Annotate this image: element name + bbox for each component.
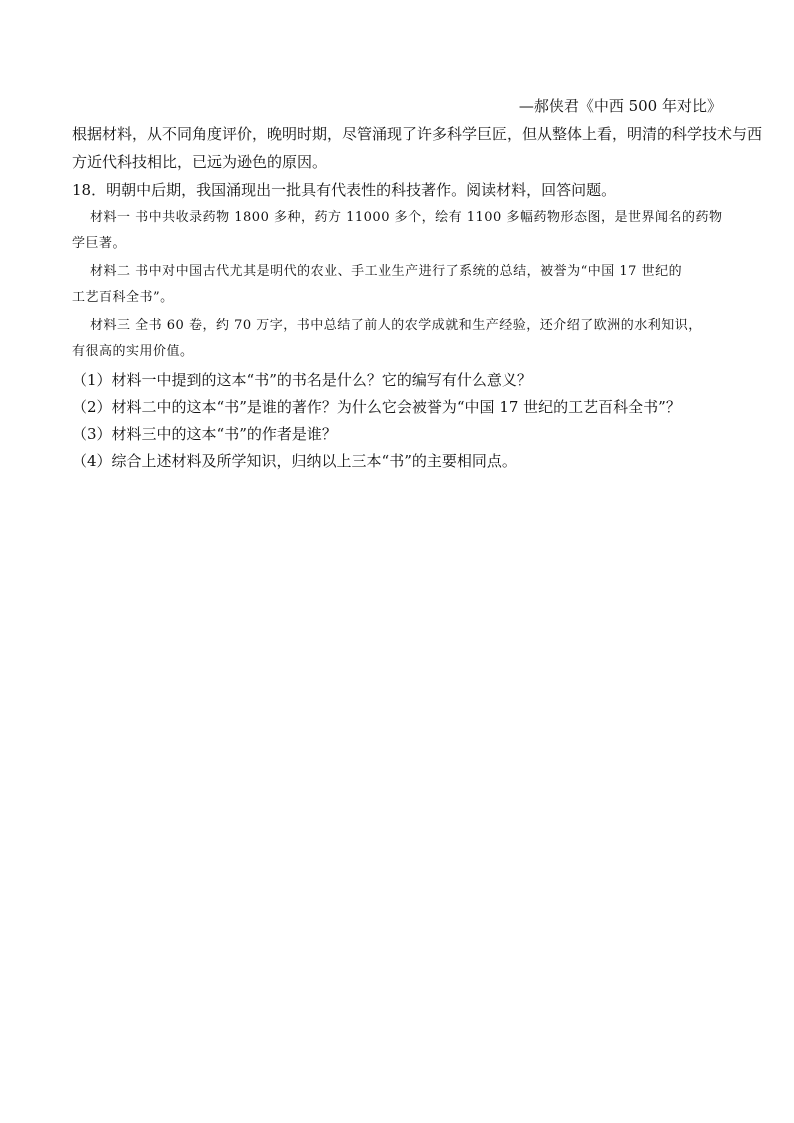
- material-1-line-2: 学巨著。: [72, 236, 127, 251]
- material-3-line-1: 材料三 全书 60 卷，约 70 万字，书中总结了前人的农学成就和生产经验，还介绍了欧洲的水利知识，: [90, 318, 702, 333]
- material-1-line-1: 材料一 书中共收录药物 1800 多种，药方 11000 多个，绘有 1100 多幅药物形态图，是世界闻名的药物: [90, 210, 723, 225]
- question-18-stem: 18．明朝中后期，我国涌现出一批具有代表性的科技著作。阅读材料，回答问题。: [72, 181, 617, 199]
- material-2-line-1: 材料二 书中对中国古代尤其是明代的农业、手工业生产进行了系统的总结，被誉为“中国 17 世纪的: [90, 264, 683, 279]
- material-3-line-2: 有很高的实用价值。: [72, 344, 194, 359]
- subquestion-2: （2）材料二中的这本“书”是谁的著作？为什么它会被誉为“中国 17 世纪的工艺百科全书”？: [72, 398, 681, 416]
- subquestion-1: （1）材料一中提到的这本“书”的书名是什么？它的编写有什么意义？: [72, 371, 532, 389]
- material-2-line-2: 工艺百科全书”。: [72, 290, 174, 305]
- subquestion-4: （4）综合上述材料及所学知识，归纳以上三本“书”的主要相同点。: [72, 452, 517, 470]
- intro-text-line-2: 方近代科技相比，已远为逊色的原因。: [72, 153, 328, 171]
- subquestion-3: （3）材料三中的这本“书”的作者是谁？: [72, 425, 337, 443]
- source-citation: —郝侠君《中西 500 年对比》: [518, 97, 722, 115]
- intro-text-line-1: 根据材料，从不同角度评价，晚明时期，尽管涌现了许多科学巨匠，但从整体上看，明清的科学技术与西: [72, 125, 763, 143]
